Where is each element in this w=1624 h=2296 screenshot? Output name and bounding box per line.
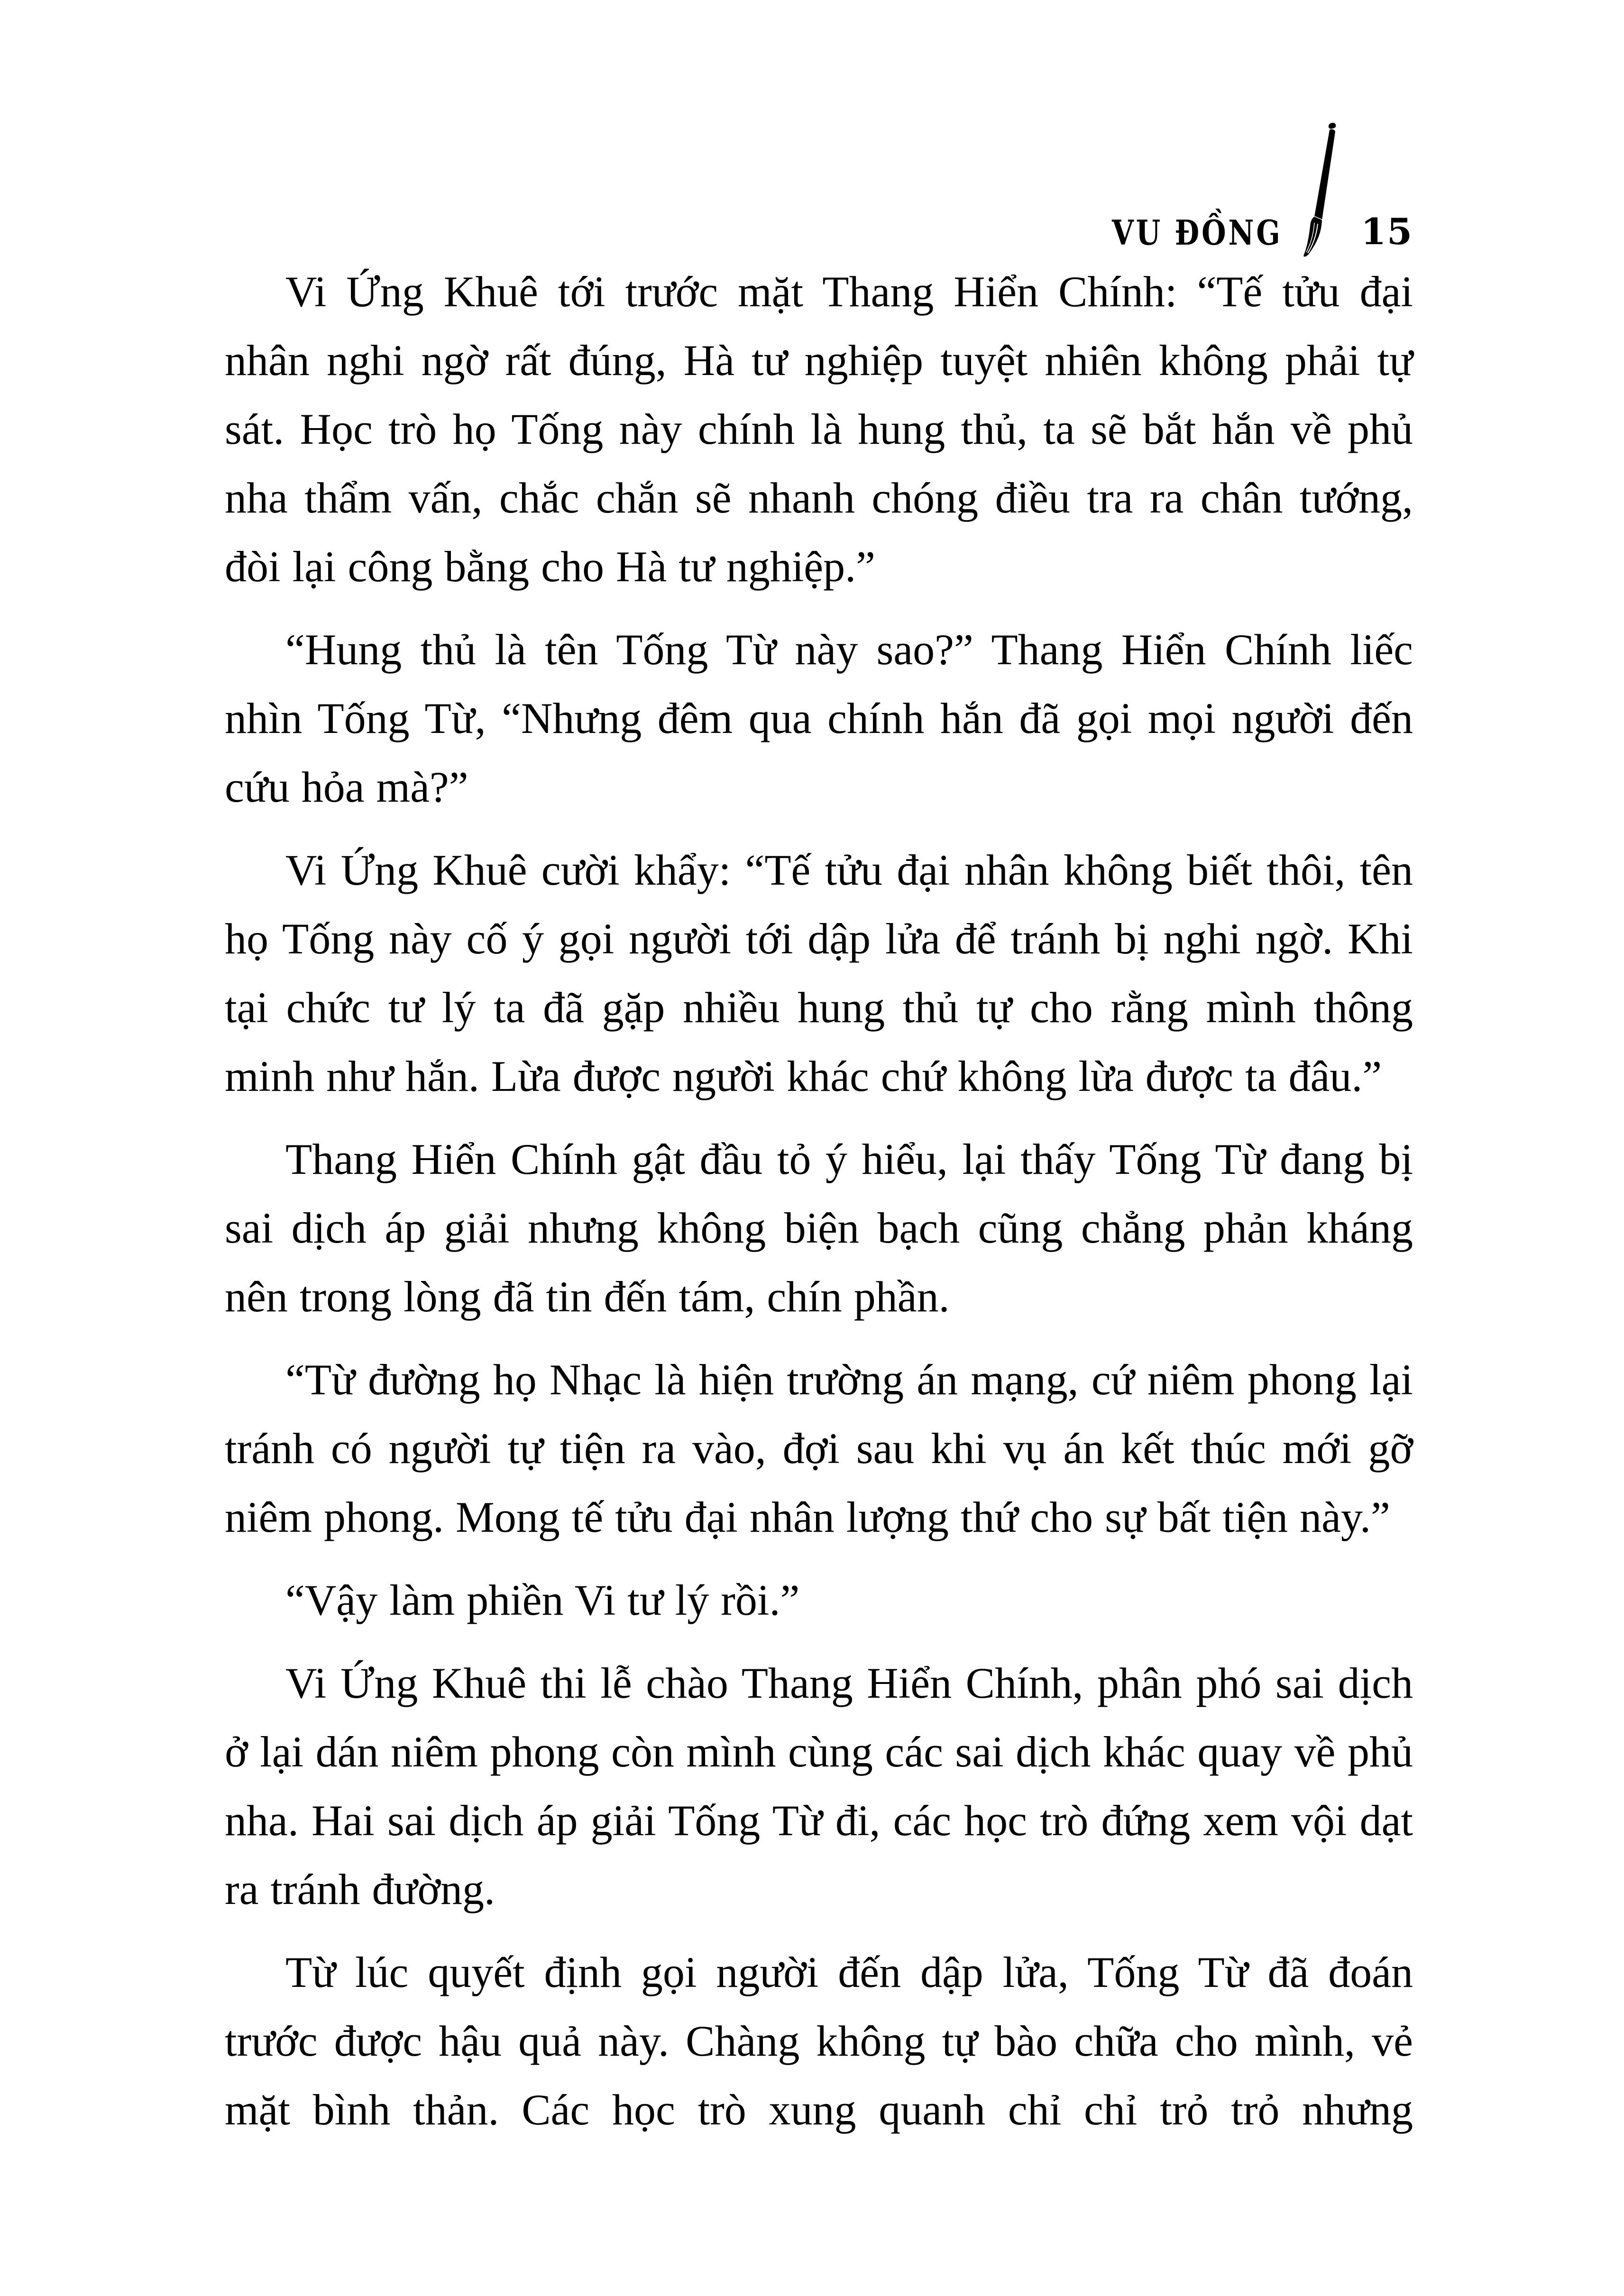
paragraph-5: “Từ đường họ Nhạc là hiện trường án mạng, cứ niêm phong lại tránh có người tự tiện ra vào, đợi sau khi vụ án kết thúc mới gỡ niêm phong. Mong tế tửu đại nhân lượng thứ cho sự bất tiện này.”	[225, 1355, 1413, 1541]
running-title: VU ĐỒNG	[1111, 212, 1283, 253]
paragraph-2: “Hung thủ là tên Tống Từ này sao?” Thang Hiển Chính liếc nhìn Tống Từ, “Nhưng đêm qua chính hắn đã gọi mọi người đến cứu hỏa mà?”	[225, 625, 1413, 811]
calligraphy-brush-icon	[1302, 122, 1341, 257]
paragraph-6: “Vậy làm phiền Vi tư lý rồi.”	[285, 1576, 800, 1624]
paragraph-7: Vi Ứng Khuê thi lễ chào Thang Hiển Chính, phân phó sai dịch ở lại dán niêm phong còn mình cùng các sai dịch khác quay về phủ nha. Hai sai dịch áp giải Tống Từ đi, các học trò đứng xem vội dạt ra tránh đường.	[225, 1659, 1413, 1913]
paragraph-3: Vi Ứng Khuê cười khẩy: “Tế tửu đại nhân không biết thôi, tên họ Tống này cố ý gọi người tới dập lửa để tránh bị nghi ngờ. Khi tại chức tư lý ta đã gặp nhiều hung thủ tự cho rằng mình thông minh như hắn. Lừa được người khác chứ không lừa được ta đâu.”	[225, 846, 1413, 1100]
page-number: 15	[1361, 210, 1413, 253]
paragraph-4: Thang Hiển Chính gật đầu tỏ ý hiểu, lại thấy Tống Từ đang bị sai dịch áp giải nhưng không biện bạch cũng chẳng phản kháng nên trong lòng đã tin đến tám, chín phần.	[225, 1135, 1413, 1321]
running-header	[225, 0, 1413, 253]
paragraph-8: Từ lúc quyết định gọi người đến dập lửa, Tống Từ đã đoán trước được hậu quả này. Chàng không tự bào chữa cho mình, vẻ mặt bình thản. Các học trò xung quanh chỉ chỉ trỏ trỏ nhưng	[225, 1948, 1413, 2134]
body-text	[225, 257, 1413, 2144]
paragraph-1: Vi Ứng Khuê tới trước mặt Thang Hiển Chính: “Tế tửu đại nhân nghi ngờ rất đúng, Hà tư nghiệp tuyệt nhiên không phải tự sát. Học trò họ Tống này chính là hung thủ, ta sẽ bắt hắn về phủ nha thẩm vấn, chắc chắn sẽ nhanh chóng điều tra ra chân tướng, đòi lại công bằng cho Hà tư nghiệp.”	[225, 267, 1413, 591]
